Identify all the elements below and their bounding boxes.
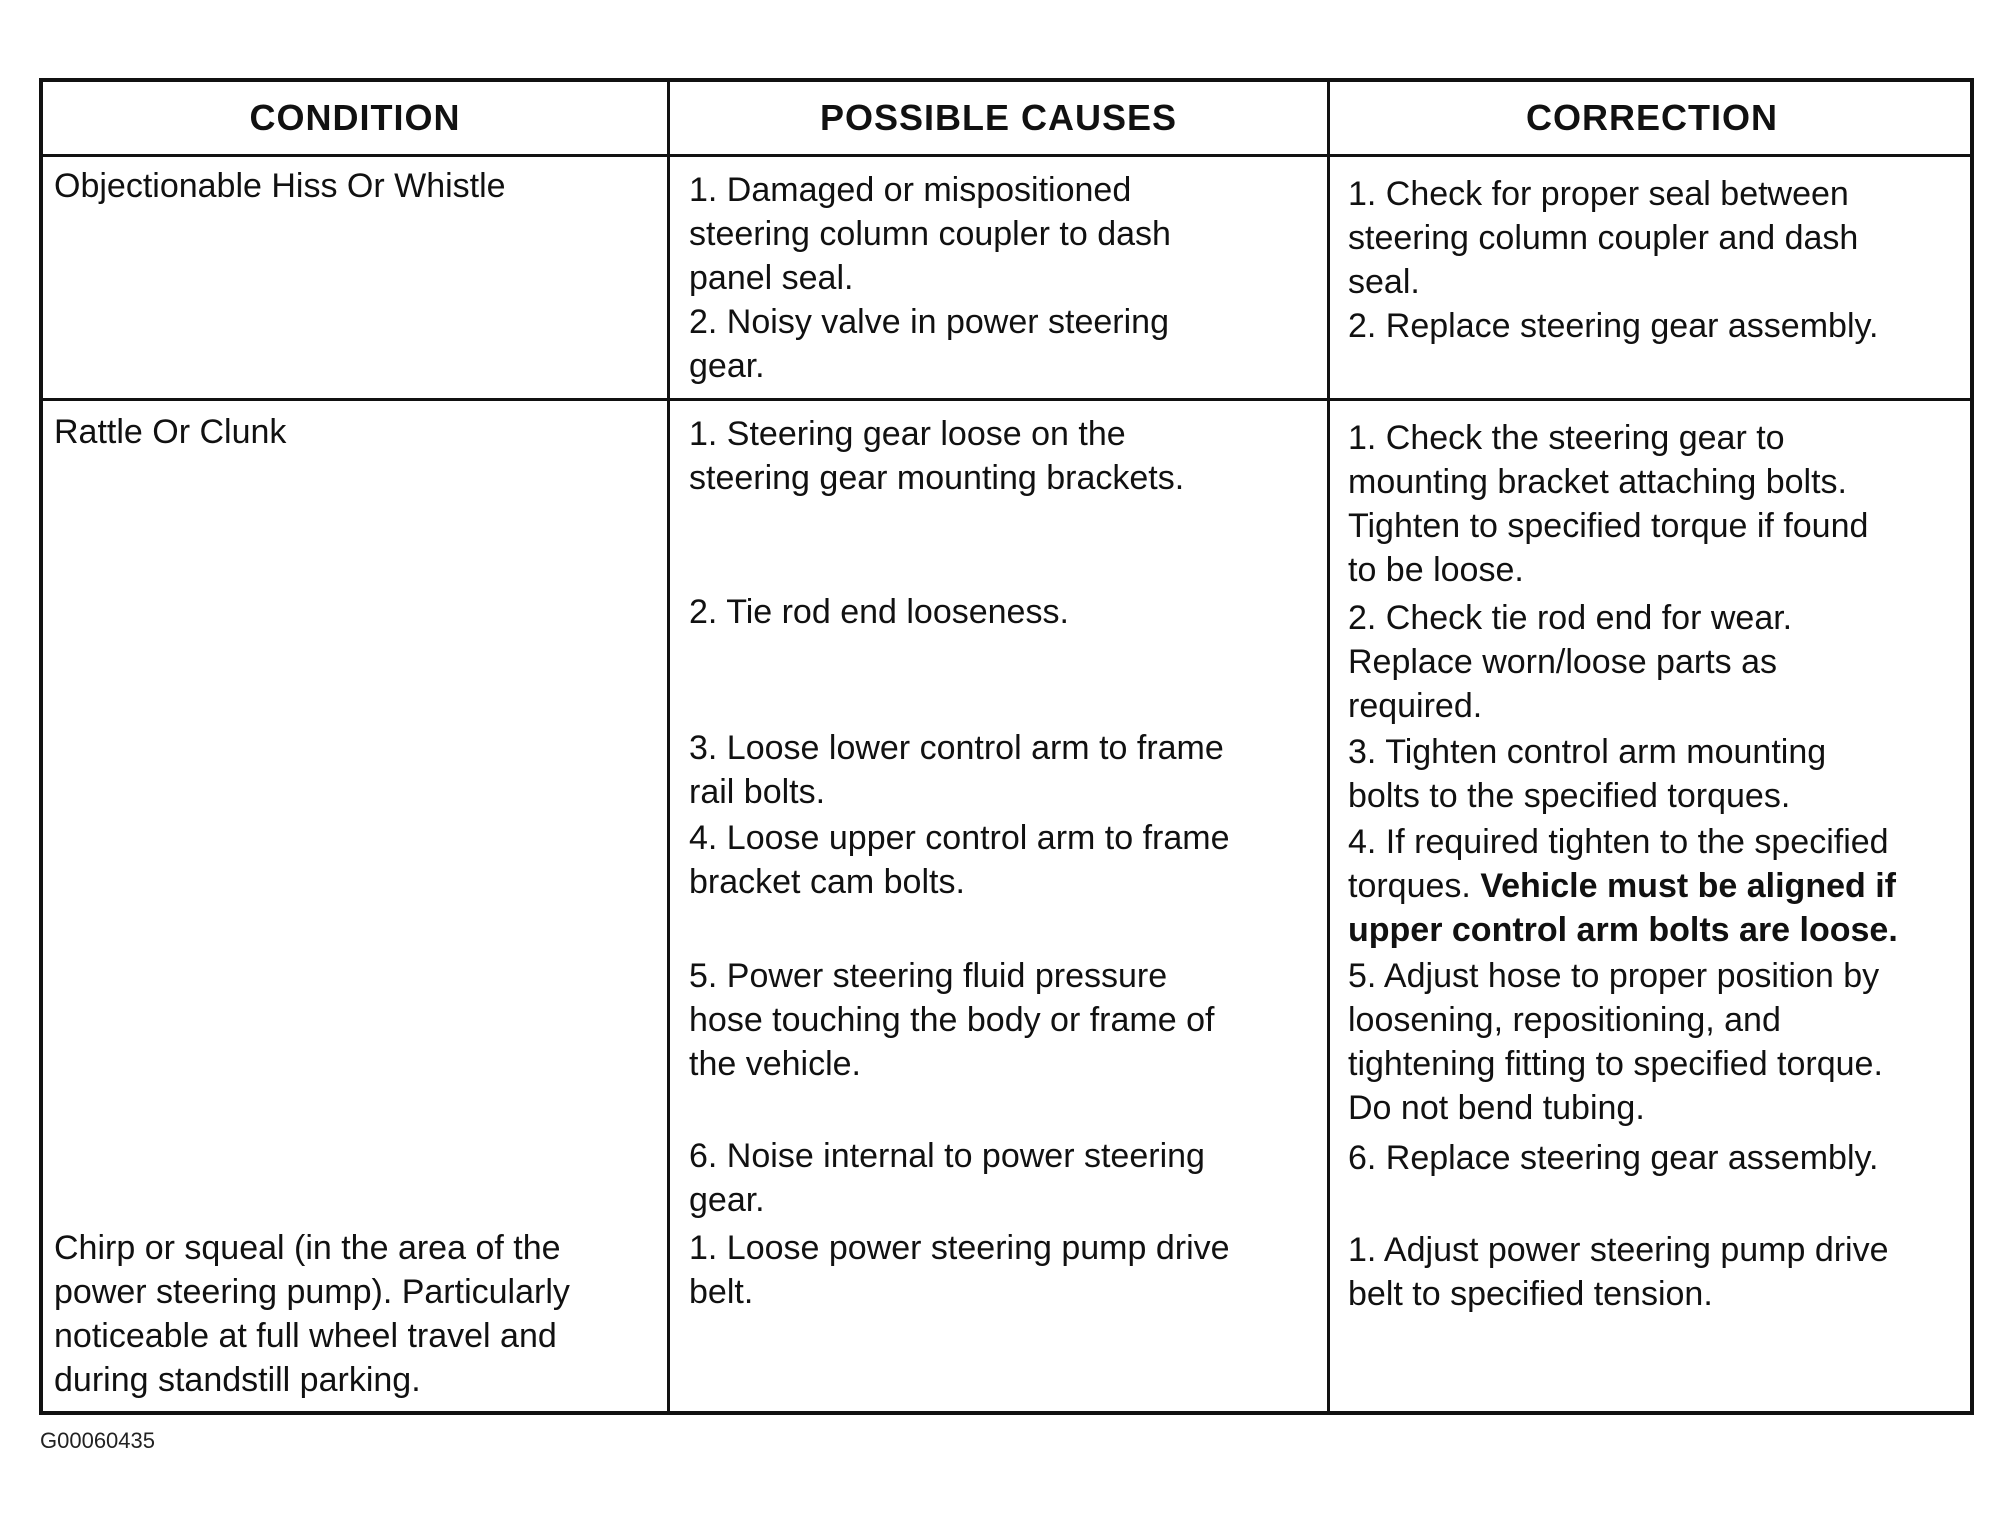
correction-item-5 xyxy=(1348,954,1883,1130)
correction-line: tightening fitting to specified torque. xyxy=(1348,1045,1883,1083)
cause-item-1 xyxy=(689,412,1184,500)
correction-line: steering column coupler and dash xyxy=(1348,219,1859,257)
correction-line: 2. Check tie rod end for wear. xyxy=(1348,599,1793,637)
cause-line: panel seal. xyxy=(689,259,854,297)
correction-item-2 xyxy=(1348,596,1792,728)
correction-line: 5. Adjust hose to proper position by xyxy=(1348,957,1880,995)
cause-line: steering gear mounting brackets. xyxy=(689,459,1185,497)
row-3-condition xyxy=(54,1226,570,1402)
cause-item-6 xyxy=(689,1134,1205,1222)
correction-line: Replace worn/loose parts as xyxy=(1348,643,1778,681)
cause-line: belt. xyxy=(689,1273,754,1311)
correction-line: 4. If required tighten to the specified xyxy=(1348,823,1889,861)
figure-id: G00060435 xyxy=(40,1428,155,1453)
correction-line: loosening, repositioning, and xyxy=(1348,1001,1781,1039)
correction-line: 1. Check the steering gear to xyxy=(1348,419,1785,457)
correction-item-6 xyxy=(1348,1136,1878,1180)
cause-line: gear. xyxy=(689,1181,765,1219)
row-2-condition xyxy=(54,410,286,454)
correction-line: 1. Check for proper seal between xyxy=(1348,175,1849,213)
correction-text: torques. xyxy=(1348,867,1471,905)
column-divider xyxy=(667,82,670,1411)
header-divider xyxy=(43,154,1970,157)
column-divider xyxy=(1327,82,1330,1411)
cause-line: 5. Power steering fluid pressure xyxy=(689,957,1168,995)
cause-line: 1. Loose power steering pump drive xyxy=(689,1229,1230,1267)
row-3-correction xyxy=(1348,1228,1889,1316)
correction-item-1 xyxy=(1348,416,1868,592)
header-correction: CORRECTION xyxy=(1526,97,1778,138)
alignment-warning: Vehicle must be aligned if xyxy=(1480,867,1896,905)
header-condition: CONDITION xyxy=(249,97,461,138)
condition-text: during standstill parking. xyxy=(54,1361,421,1399)
cause-line: rail bolts. xyxy=(689,773,826,811)
cause-item-2 xyxy=(689,590,1069,634)
cause-line: 3. Loose lower control arm to frame xyxy=(689,729,1224,767)
cause-line: 2. Noisy valve in power steering xyxy=(689,303,1170,341)
correction-line: 2. Replace steering gear assembly. xyxy=(1348,307,1879,345)
correction-line: 3. Tighten control arm mounting xyxy=(1348,733,1827,771)
correction-line: seal. xyxy=(1348,263,1420,301)
correction-line: to be loose. xyxy=(1348,551,1524,589)
diagnosis-table xyxy=(39,78,1974,1415)
cause-line: 1. Damaged or mispositioned xyxy=(689,171,1132,209)
row-1-correction xyxy=(1348,172,1878,348)
cause-line: hose touching the body or frame of xyxy=(689,1001,1215,1039)
alignment-warning: upper control arm bolts are loose. xyxy=(1348,911,1898,949)
cause-item-5 xyxy=(689,954,1214,1086)
cause-item-3 xyxy=(689,726,1224,814)
correction-line: Do not bend tubing. xyxy=(1348,1089,1645,1127)
condition-text: noticeable at full wheel travel and xyxy=(54,1317,557,1355)
correction-line: 1. Adjust power steering pump drive xyxy=(1348,1231,1889,1269)
correction-line: 6. Replace steering gear assembly. xyxy=(1348,1139,1879,1177)
correction-line: mounting bracket attaching bolts. xyxy=(1348,463,1847,501)
condition-text: Rattle Or Clunk xyxy=(54,413,287,451)
correction-line: Tighten to specified torque if found xyxy=(1348,507,1869,545)
correction-item-3 xyxy=(1348,730,1826,818)
cause-line: 2. Tie rod end looseness. xyxy=(689,593,1069,631)
cause-line: 6. Noise internal to power steering xyxy=(689,1137,1205,1175)
row-1-condition xyxy=(54,164,506,208)
row-3-causes xyxy=(689,1226,1230,1314)
header-possible-causes: POSSIBLE CAUSES xyxy=(819,97,1178,138)
cause-line: steering column coupler to dash xyxy=(689,215,1171,253)
cause-line: bracket cam bolts. xyxy=(689,863,965,901)
correction-item-4 xyxy=(1348,820,1898,952)
condition-text: Objectionable Hiss Or Whistle xyxy=(54,167,506,205)
cause-item-4 xyxy=(689,816,1230,904)
cause-line: 1. Steering gear loose on the xyxy=(689,415,1126,453)
cause-line: the vehicle. xyxy=(689,1045,861,1083)
condition-text: power steering pump). Particularly xyxy=(54,1273,570,1311)
correction-line: bolts to the specified torques. xyxy=(1348,777,1791,815)
row-divider xyxy=(43,398,1970,401)
correction-line: required. xyxy=(1348,687,1483,725)
correction-line: belt to specified tension. xyxy=(1348,1275,1713,1313)
row-1-causes xyxy=(689,168,1171,388)
cause-line: 4. Loose upper control arm to frame xyxy=(689,819,1230,857)
condition-text: Chirp or squeal (in the area of the xyxy=(54,1229,561,1267)
correction-line xyxy=(1348,864,1898,908)
cause-line: gear. xyxy=(689,347,765,385)
